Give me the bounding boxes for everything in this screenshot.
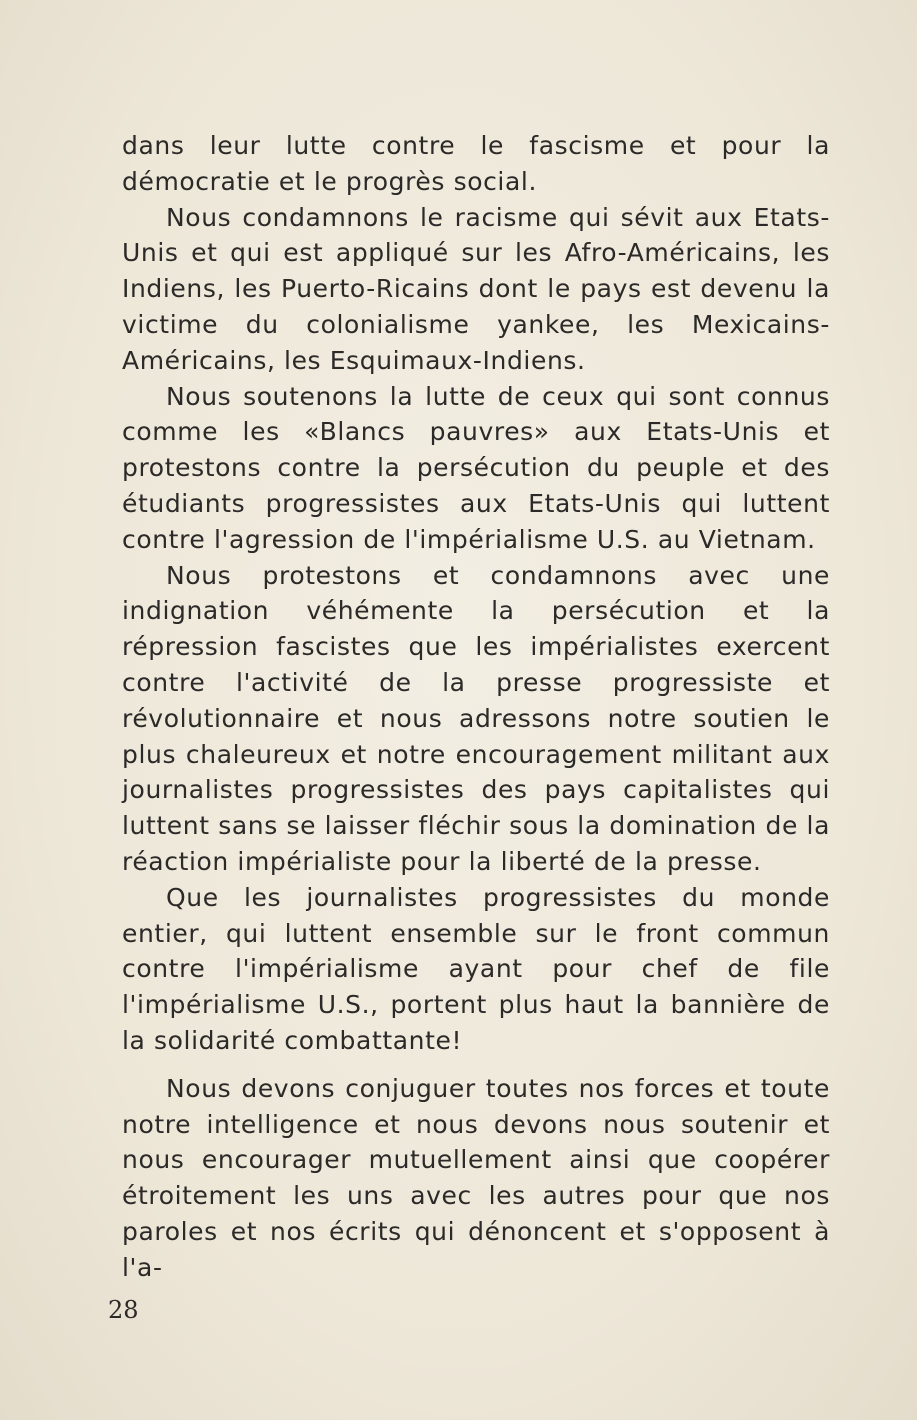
page-number: 28	[108, 1296, 139, 1324]
paragraph-cooperation: Nous devons conjuguer toutes nos forces et toute notre intelligence et nous devons nous soutenir et nous encourager mutuellement ainsi que coopérer étroitement les uns avec les autres pour que nos paroles et nos écrits qui dénoncent et s'opposent à l'a-	[122, 1073, 830, 1282]
paragraph-press-persecution: Nous protestons et condamnons avec une indignation véhémente la persécution et la répression fascistes que les impérialistes exercent contre l'activité de la presse progressiste et révolutionnaire et nous adressons notre soutien le plus chaleureux et notre encouragement militant aux journalistes progressistes des pays capitalistes qui luttent sans se laisser fléchir sous la domination de la réaction impérialiste pour la liberté de la presse.	[122, 560, 830, 876]
paragraph-solidarity: Que les journalistes progressistes du monde entier, qui luttent ensemble sur le front commun contre l'impérialisme ayant pour chef de file l'impérialisme U.S., portent plus haut la bannière de la solidarité combattante!	[122, 882, 830, 1055]
body-text	[122, 128, 830, 1286]
paragraph-poor-whites: Nous soutenons la lutte de ceux qui sont connus comme les «Blancs pauvres» aux Etats-Unis et protestons contre la persécution du peuple et des étudiants progressistes aux Etats-Unis qui luttent contre l'agression de l'impérialisme U.S. au Vietnam.	[122, 381, 830, 554]
paragraph-continued: dans leur lutte contre le fascisme et pour la démocratie et le progrès social.	[122, 131, 830, 196]
paragraph-racism: Nous condamnons le racisme qui sévit aux Etats-Unis et qui est appliqué sur les Afro-Américains, les Indiens, les Puerto-Ricains dont le pays est devenu la victime du colonialisme yankee, les Mexicains-Américains, les Esquimaux-Indiens.	[122, 202, 830, 375]
